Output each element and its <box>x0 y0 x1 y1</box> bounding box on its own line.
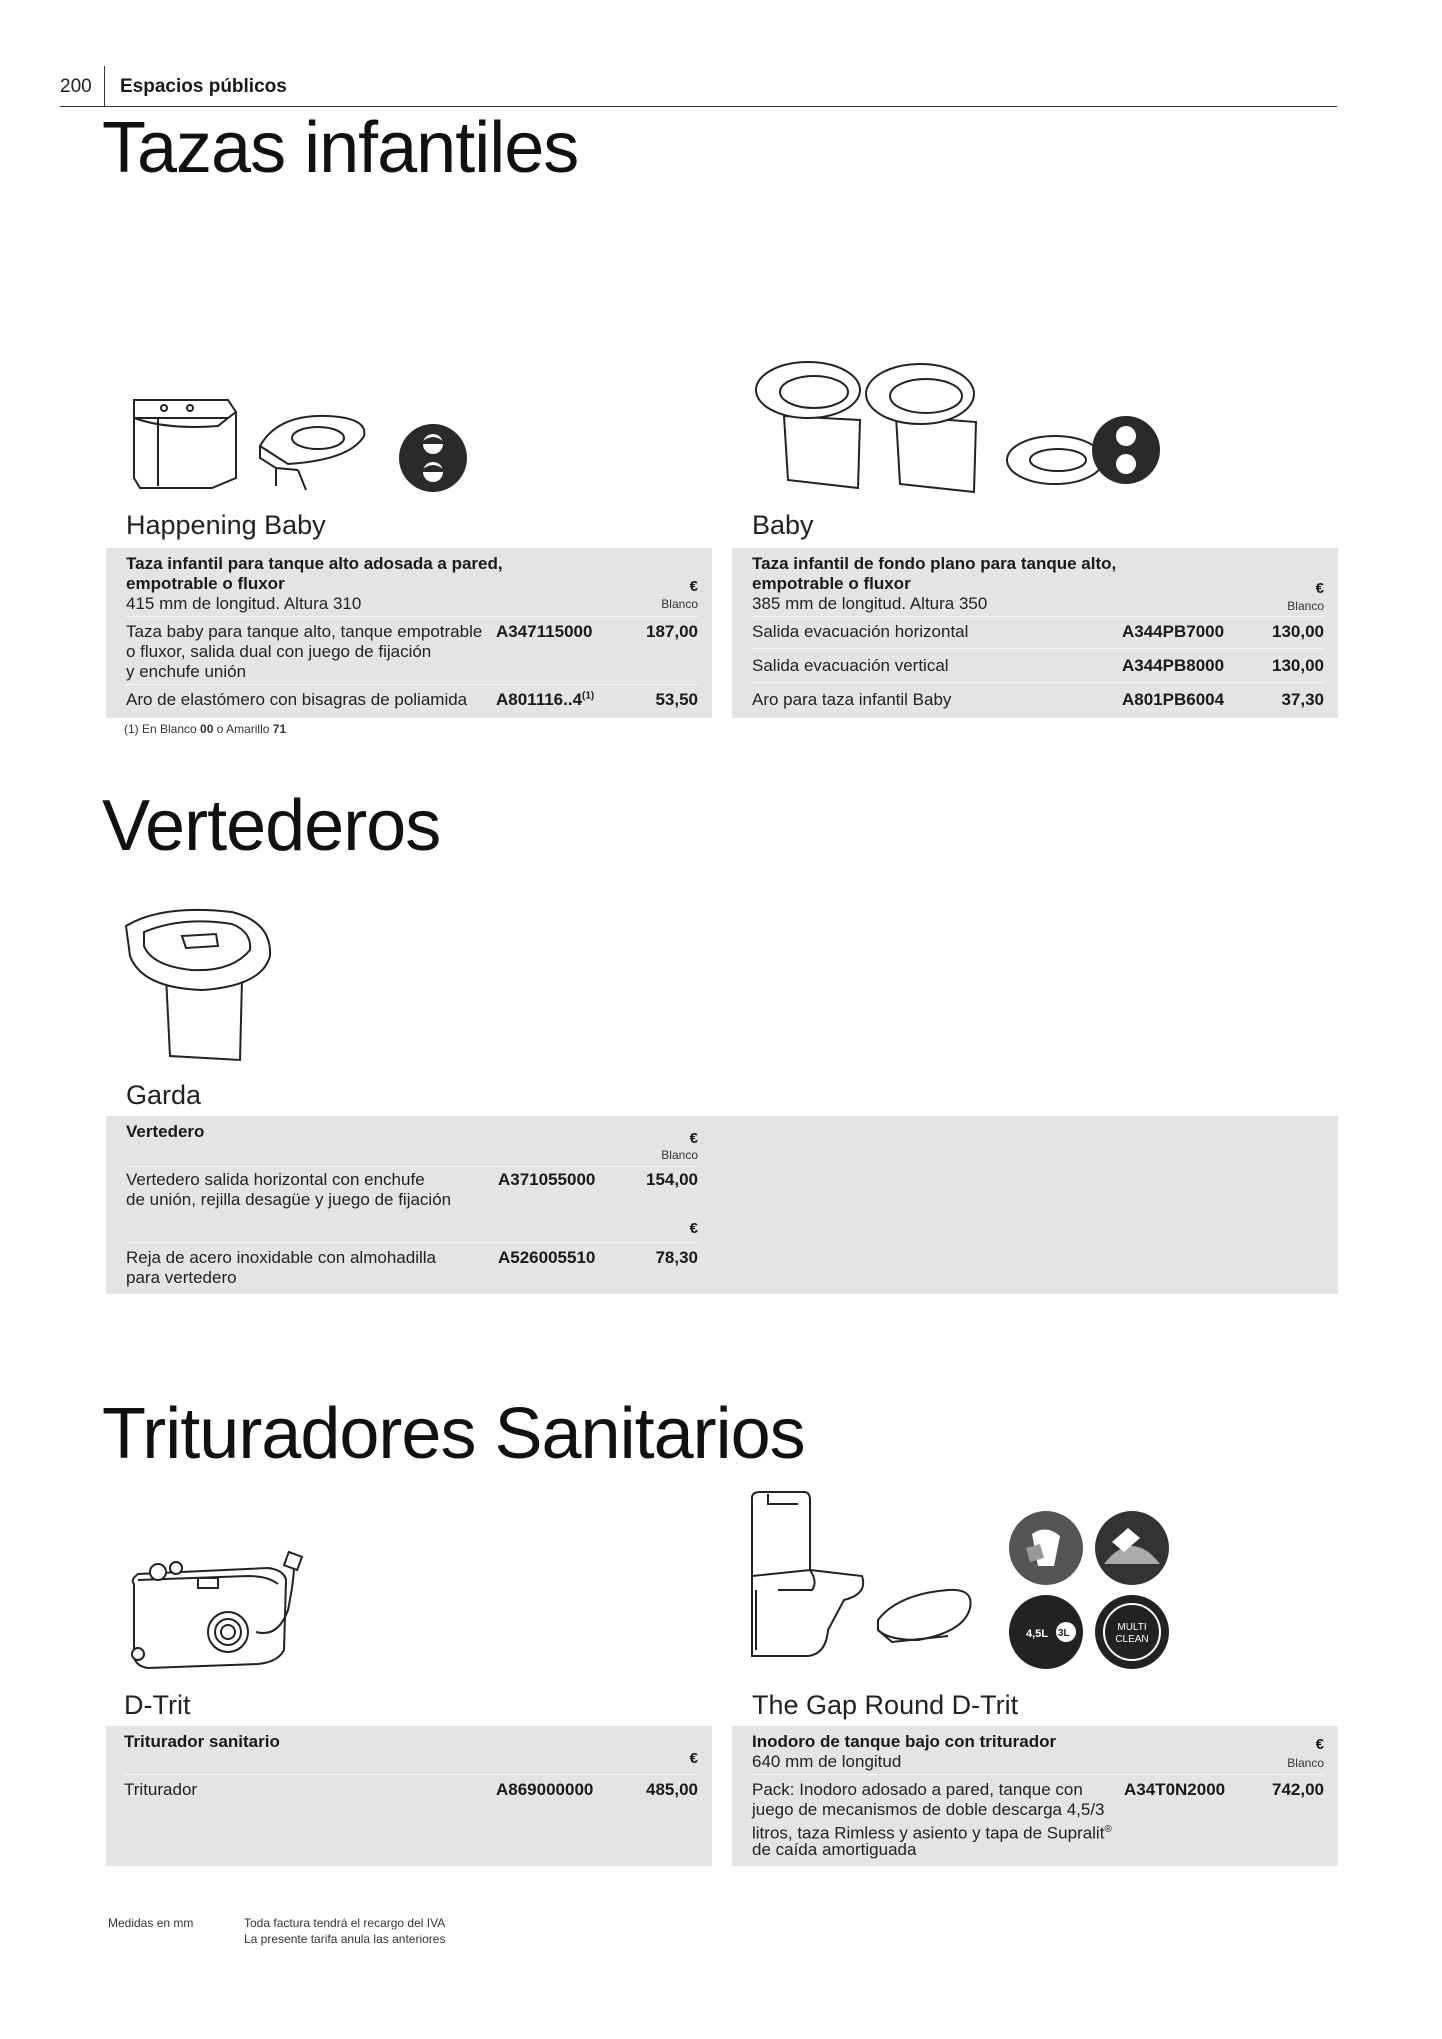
row-separator <box>752 1774 1324 1775</box>
gap-subheading: 640 mm de longitud <box>752 1752 902 1771</box>
happening-baby-table <box>106 548 712 718</box>
happening-row-1-desc-1: Taza baby para tanque alto, tanque empotrable <box>126 622 483 641</box>
happening-row-2-code-wrap <box>496 690 594 710</box>
row-separator <box>752 648 1324 649</box>
flush-label-1: 4,5L <box>1026 1628 1049 1640</box>
baby-illustration <box>748 360 1168 500</box>
row-separator <box>126 1166 698 1167</box>
garda-name: Garda <box>126 1080 202 1110</box>
header-rule <box>60 106 1337 107</box>
gap-color: Blanco <box>1287 1756 1324 1770</box>
dtrit-name: D-Trit <box>124 1690 191 1720</box>
dtrit-row-1-price: 485,00 <box>646 1780 698 1799</box>
garda-illustration <box>122 906 278 1064</box>
garda-color: Blanco <box>661 1148 698 1162</box>
garda-table <box>106 1116 1338 1294</box>
clean-label: CLEAN <box>1115 1634 1149 1645</box>
child-badge-icon <box>399 424 467 492</box>
happening-baby-name: Happening Baby <box>126 510 326 540</box>
baby-row-2-desc: Salida evacuación vertical <box>752 656 949 675</box>
dtrit-currency: € <box>689 1750 698 1767</box>
baby-row-2-price: 130,00 <box>1272 656 1324 675</box>
garda-row-1-desc-2: de unión, rejilla desagüe y juego de fijación <box>126 1190 452 1209</box>
footer-note-2: La presente tarifa anula las anteriores <box>244 1932 446 1946</box>
garda-currency-2: € <box>689 1220 698 1237</box>
row-separator <box>124 1774 698 1775</box>
baby-currency: € <box>1315 580 1324 597</box>
gap-feature-badges <box>1008 1508 1170 1674</box>
dtrit-row-1-code: A869000000 <box>496 1780 594 1799</box>
happening-row-1-code: A347115000 <box>496 622 593 641</box>
happening-baby-illustration <box>128 378 474 498</box>
gap-heading: Inodoro de tanque bajo con triturador <box>752 1732 1057 1751</box>
happening-currency: € <box>689 578 698 595</box>
garda-row-2-code: A526005510 <box>498 1248 596 1267</box>
baby-row-3-code: A801PB6004 <box>1122 690 1225 709</box>
flush-label-2: 3L <box>1058 1628 1070 1639</box>
dtrit-heading: Triturador sanitario <box>124 1732 280 1751</box>
cleaning-icon <box>1009 1511 1083 1585</box>
dtrit-row-1-desc: Triturador <box>124 1780 198 1799</box>
baby-subheading: 385 mm de longitud. Altura 350 <box>752 594 988 613</box>
row-separator <box>126 684 698 685</box>
happening-row-2-desc: Aro de elastómero con bisagras de poliamida <box>126 690 468 709</box>
garda-row-2-desc-1: Reja de acero inoxidable con almohadilla <box>126 1248 436 1267</box>
happening-heading-2: empotrable o fluxor <box>126 574 285 593</box>
section-title-trituradores: Trituradores Sanitarios <box>102 1394 805 1474</box>
baby-name: Baby <box>752 510 814 540</box>
section-title-vertederos: Vertederos <box>102 786 441 866</box>
happening-footnote <box>124 722 286 736</box>
multi-label: MULTI <box>1117 1622 1147 1633</box>
baby-heading-2: empotrable o fluxor <box>752 574 911 593</box>
child-badge-icon-2 <box>1092 416 1160 484</box>
happening-row-1-desc-3: y enchufe unión <box>126 662 247 681</box>
row-separator <box>126 616 698 617</box>
gap-row-1-code: A34T0N2000 <box>1124 1780 1226 1799</box>
gap-currency: € <box>1315 1736 1324 1753</box>
happening-row-1-price: 187,00 <box>646 622 698 641</box>
baby-row-1-desc: Salida evacuación horizontal <box>752 622 969 641</box>
happening-color: Blanco <box>661 597 698 611</box>
garda-row-2-desc-2: para vertedero <box>126 1268 237 1287</box>
happening-row-1-desc-2: o fluxor, salida dual con juego de fijación <box>126 642 432 661</box>
gap-table <box>732 1726 1338 1866</box>
section-name: Espacios públicos <box>120 76 287 97</box>
footnote-text-mid: o Amarillo <box>213 722 273 736</box>
footnote-code-white: 00 <box>200 722 214 736</box>
baby-heading-1: Taza infantil de fondo plano para tanque alto, <box>752 554 1117 573</box>
garda-heading: Vertedero <box>126 1122 205 1141</box>
happening-heading-1: Taza infantil para tanque alto adosada a pared, <box>126 554 503 573</box>
garda-row-1-desc-1: Vertedero salida horizontal con enchufe <box>126 1170 425 1189</box>
happening-subheading: 415 mm de longitud. Altura 310 <box>126 594 362 613</box>
baby-color: Blanco <box>1287 599 1324 613</box>
dtrit-table <box>106 1726 712 1866</box>
footer-units: Medidas en mm <box>108 1916 194 1930</box>
footnote-code-yellow: 71 <box>272 722 287 736</box>
gap-row-1-desc-1: Pack: Inodoro adosado a pared, tanque con <box>752 1780 1083 1799</box>
garda-row-1-price: 154,00 <box>646 1170 698 1189</box>
gap-row-1-price: 742,00 <box>1272 1780 1324 1799</box>
gap-row-1-desc-3-sup: ® <box>1104 1824 1112 1835</box>
baby-row-1-price: 130,00 <box>1272 622 1324 641</box>
happening-row-2-price: 53,50 <box>655 690 698 709</box>
baby-row-3-desc: Aro para taza infantil Baby <box>752 690 952 709</box>
baby-row-1-code: A344PB7000 <box>1122 622 1225 641</box>
happening-row-2-code: A801116..4 <box>496 690 583 709</box>
garda-row-1-code: A371055000 <box>498 1170 596 1189</box>
baby-row-2-code: A344PB8000 <box>1122 656 1225 675</box>
row-separator <box>752 616 1324 617</box>
dtrit-illustration <box>128 1550 308 1674</box>
header-separator <box>104 66 105 106</box>
rimless-icon <box>1095 1511 1169 1585</box>
dual-flush-icon <box>1009 1595 1083 1669</box>
gap-round-illustration <box>748 1490 978 1670</box>
garda-row-2-price: 78,30 <box>655 1248 698 1267</box>
baby-row-3-price: 37,30 <box>1281 690 1324 709</box>
happening-row-2-sup: (1) <box>582 690 595 702</box>
multiclean-icon <box>1095 1595 1169 1669</box>
section-title-tazas: Tazas infantiles <box>102 108 579 188</box>
row-separator <box>126 1242 698 1243</box>
footer-note-1: Toda factura tendrá el recargo del IVA <box>244 1916 446 1930</box>
gap-row-1-desc-3: litros, taza Rimless y asiento y tapa de Supralit <box>752 1823 1105 1843</box>
baby-table <box>732 548 1338 718</box>
gap-row-1-desc-4: de caída amortiguada <box>752 1840 917 1859</box>
garda-currency: € <box>689 1130 698 1147</box>
gap-row-1-desc-2: juego de mecanismos de doble descarga 4,5/3 <box>752 1800 1105 1819</box>
footnote-text: (1) En Blanco <box>124 722 201 736</box>
page-number: 200 <box>60 76 92 97</box>
row-separator <box>752 682 1324 683</box>
gap-name: The Gap Round D-Trit <box>752 1690 1019 1720</box>
